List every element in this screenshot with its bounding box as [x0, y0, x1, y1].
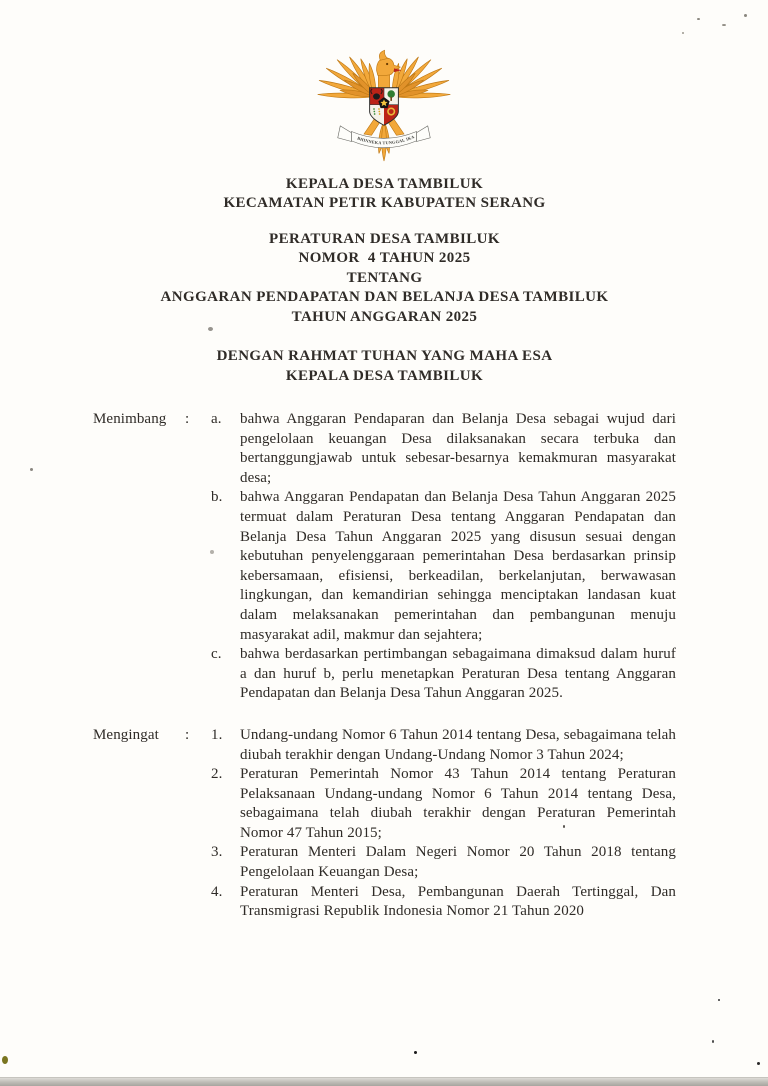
title-line-3: TENTANG	[346, 269, 423, 286]
mengingat-items	[211, 726, 676, 922]
scan-speck	[414, 1051, 417, 1054]
invocation-line-1: DENGAN RAHMAT TUHAN YANG MAHA ESA	[216, 348, 553, 364]
garuda-pancasila-emblem	[0, 0, 768, 167]
mengingat-item-3	[211, 843, 676, 882]
item-marker: 4.	[211, 883, 223, 900]
title-line-5: TAHUN ANGGARAN 2025	[291, 308, 478, 325]
scan-speck	[208, 327, 213, 331]
office-region: KECAMATAN PETIR KABUPATEN SERANG	[223, 195, 546, 211]
item-marker: 3.	[211, 844, 223, 861]
scan-speck	[563, 825, 565, 828]
item-marker: 2.	[211, 766, 223, 783]
menimbang-section	[93, 410, 676, 704]
item-text: Peraturan Menteri Dalam Negeri Nomor 20 Tahun 2018 tentang Pengelolaan Keuangan Desa;	[240, 844, 676, 881]
mengingat-item-2	[211, 765, 676, 843]
mengingat-item-4	[211, 883, 676, 922]
item-text: Undang-undang Nomor 6 Tahun 2014 tentang Desa, sebagaimana telah diubah terakhir dengan Undang-Undang Nomor 3 Tahun 2024;	[240, 726, 676, 763]
title-line-2: NOMOR 4 TAHUN 2025	[298, 250, 471, 266]
scan-speck	[30, 468, 33, 471]
scan-speck	[718, 999, 720, 1001]
menimbang-item-b	[211, 488, 676, 645]
menimbang-items	[211, 410, 676, 704]
item-marker: 1.	[211, 726, 223, 743]
mengingat-label: Mengingat	[93, 726, 159, 743]
motto-text: BHINNEKA TUNGGAL IKA	[356, 134, 416, 146]
mengingat-colon: :	[185, 726, 190, 743]
office-name: KEPALA DESA TAMBILUK	[285, 175, 484, 192]
scan-speck	[682, 32, 684, 34]
office-header	[93, 175, 676, 214]
item-text: Peraturan Menteri Desa, Pembangunan Daerah Tertinggal, Dan Transmigrasi Republik Indonesia Nomor 21 Tahun 2020	[240, 883, 676, 920]
menimbang-item-a	[211, 410, 676, 488]
item-text: bahwa berdasarkan pertimbangan sebagaimana dimaksud dalam huruf a dan huruf b, perlu menetapkan Peraturan Desa tentang Anggaran Pendapatan dan Belanja Desa Tahun Anggaran 2025.	[240, 646, 676, 702]
mengingat-item-1	[211, 726, 676, 765]
menimbang-label: Menimbang	[93, 411, 167, 427]
menimbang-item-c	[211, 645, 676, 704]
title-line-4: ANGGARAN PENDAPATAN DAN BELANJA DESA TAMBILUK	[160, 289, 609, 305]
scan-speck	[757, 1062, 760, 1065]
scan-speck	[2, 1056, 8, 1064]
item-text: bahwa Anggaran Pendaparan dan Belanja Desa sebagai wujud dari pengelolaan keuangan Desa dilaksanakan secara terbuka dan bertanggungjawab untuk sebesar-besarnya kemakmuran masyarakat desa;	[240, 411, 676, 486]
item-text: Peraturan Pemerintah Nomor 43 Tahun 2014 tentang Peraturan Pelaksanaan Undang-undang Nomor 6 Tahun 2014 tentang Desa, sebagaimana telah diubah terakhir dengan Peraturan Pemerintah Nomor 47 Tahun 2015;	[240, 766, 676, 841]
invocation	[93, 347, 676, 386]
scan-speck	[722, 24, 726, 26]
item-text: bahwa Anggaran Pendapatan dan Belanja Desa Tahun Anggaran 2025 termuat dalam Peraturan Desa tentang Anggaran Pendapatan dan Belanja Desa Tahun Anggaran 2025 yang disusun sesuai dengan kebutuhan penyelenggaraan pemerintahan Desa berdasarkan prinsip kebersamaan, efisiensi, berkeadilan, berkelanjutan, berwawasan lingkungan, dan kemandirian sehingga menciptakan landasan kuat dalam melaksanakan pemerintahan dan pembangunan menuju masyarakat adil, makmur dan sejahtera;	[240, 489, 676, 643]
regulation-title	[93, 230, 676, 328]
mengingat-section	[93, 726, 676, 922]
garuda-pancasila-icon	[309, 34, 459, 167]
scan-speck	[744, 14, 747, 17]
item-marker: b.	[211, 489, 223, 506]
menimbang-colon: :	[185, 411, 190, 427]
title-line-1: PERATURAN DESA TAMBILUK	[269, 230, 500, 247]
scan-speck	[697, 18, 700, 20]
invocation-line-2: KEPALA DESA TAMBILUK	[285, 367, 484, 384]
scan-bottom-edge	[0, 1077, 768, 1086]
scan-speck	[712, 1040, 714, 1043]
item-marker: c.	[211, 646, 222, 663]
garuda-eye	[386, 63, 388, 65]
item-marker: a.	[211, 411, 222, 427]
scan-speck	[210, 550, 214, 554]
